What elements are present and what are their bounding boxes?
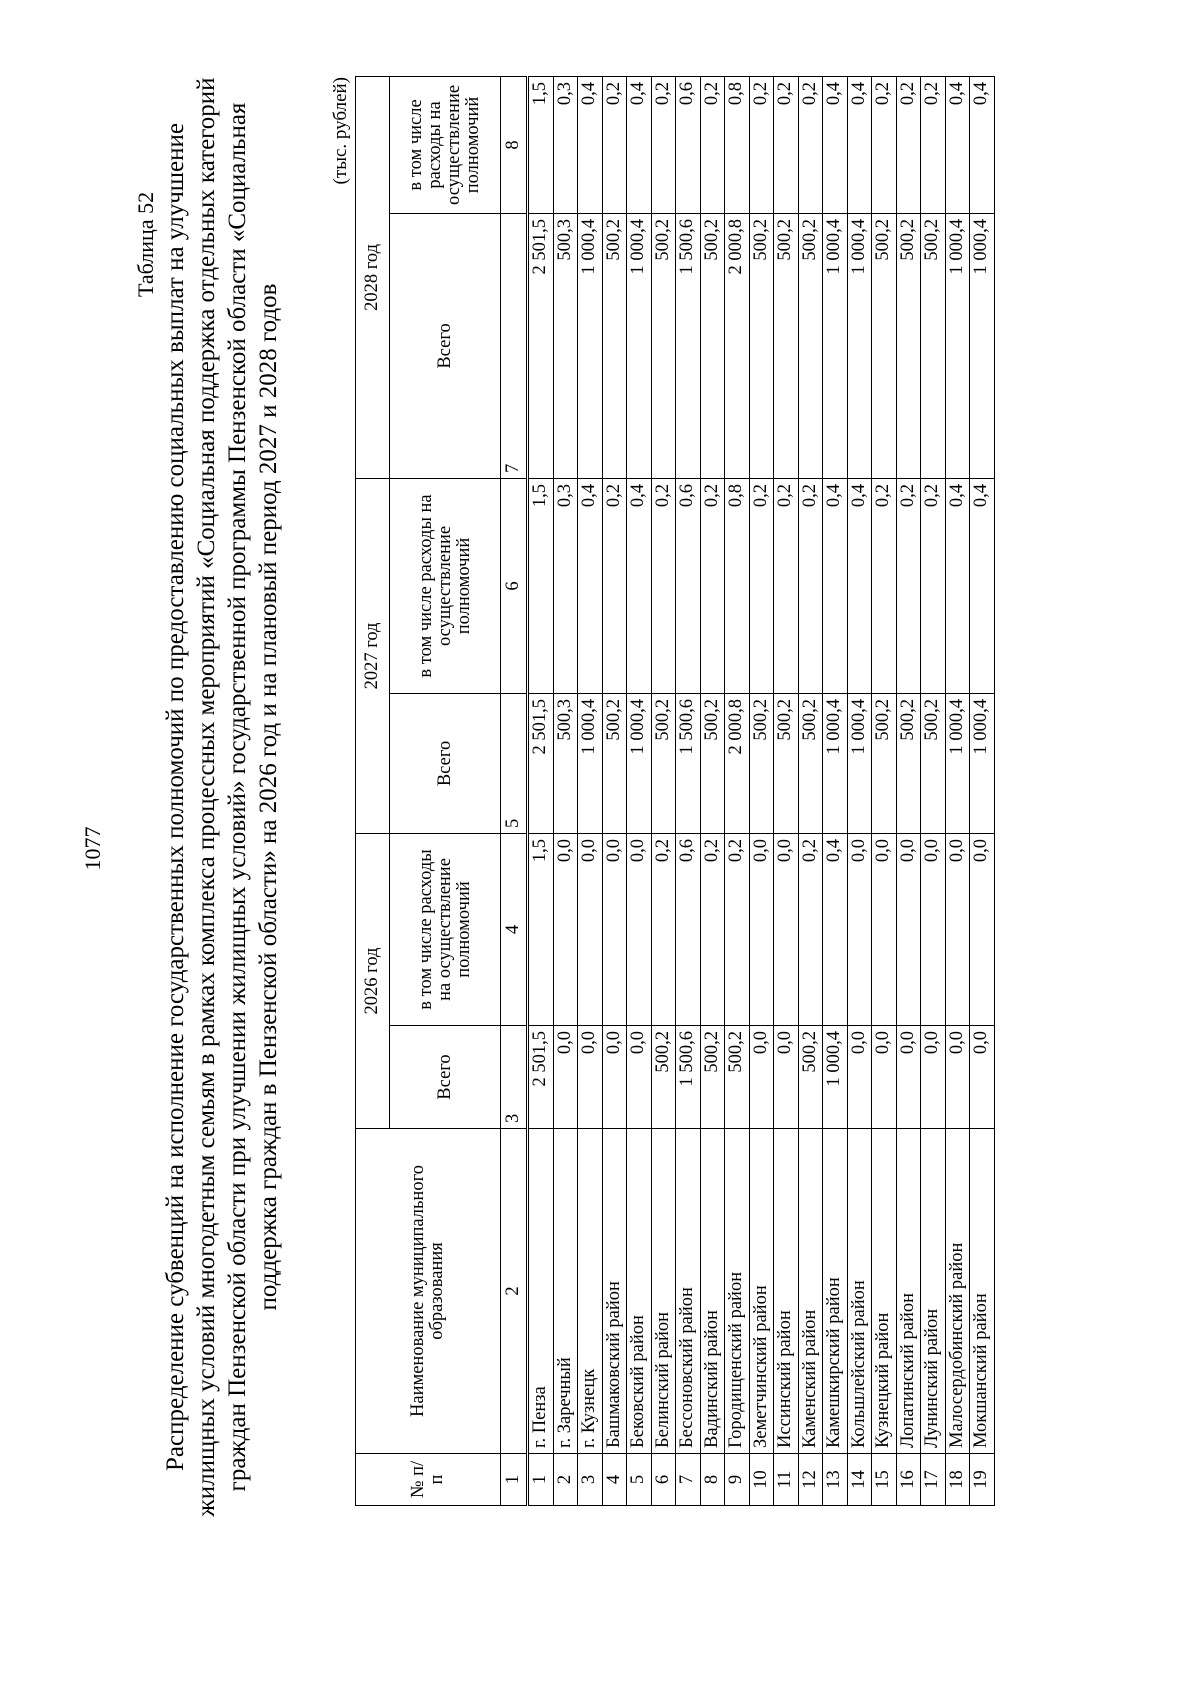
row-number-cell: 7 [676,1454,701,1506]
row-number-cell: 4 [602,1454,627,1506]
total-2026-cell: 500,2 [798,1026,823,1129]
total-2028-cell: 2 501,5 [528,213,554,478]
header-year-2026: 2026 год [356,833,390,1128]
powers-2027-cell: 0,2 [798,478,823,693]
page-number: 1077 [80,826,105,871]
municipality-name-cell: Бессоновский район [676,1129,701,1454]
total-2026-cell: 0,0 [945,1026,970,1129]
total-2026-cell: 0,0 [602,1026,627,1129]
powers-2028-cell: 0,2 [700,76,725,213]
municipality-name-cell: Городищенский район [725,1129,750,1454]
total-2026-cell: 0,0 [847,1026,872,1129]
powers-2028-cell: 0,8 [725,76,750,213]
powers-2027-cell: 1,5 [528,478,554,693]
total-2028-cell: 1 000,4 [970,213,995,478]
total-2027-cell: 1 000,4 [627,693,652,833]
total-2028-cell: 500,2 [774,213,799,478]
total-2027-cell: 1 000,4 [945,693,970,833]
powers-2027-cell: 0,2 [749,478,774,693]
column-number: 4 [501,833,528,1025]
header-incl-2027: в том числе расходы на осуществление полномочий [390,478,501,693]
total-2028-cell: 1 000,4 [578,213,603,478]
municipality-name-cell: г. Заречный [553,1129,578,1454]
table-row [528,76,554,1505]
powers-2027-cell: 0,2 [602,478,627,693]
row-number-cell: 8 [700,1454,725,1506]
total-2026-cell: 1 500,6 [676,1026,701,1129]
row-number-cell: 16 [896,1454,921,1506]
table-row [578,76,603,1505]
municipality-name-cell: Вадинский район [700,1129,725,1454]
table-row [921,76,946,1505]
row-number-cell: 10 [749,1454,774,1506]
table-row [553,76,578,1505]
powers-2027-cell: 0,4 [627,478,652,693]
total-2027-cell: 1 500,6 [676,693,701,833]
table-row [602,76,627,1505]
column-number: 6 [501,478,528,693]
municipality-name-cell: Кузнецкий район [872,1129,897,1454]
total-2026-cell: 0,0 [872,1026,897,1129]
total-2028-cell: 500,2 [872,213,897,478]
header-total-2028: Всего [390,213,501,478]
row-number-cell: 19 [970,1454,995,1506]
powers-2028-cell: 0,2 [872,76,897,213]
municipality-name-cell: Белинский район [651,1129,676,1454]
powers-2028-cell: 0,4 [945,76,970,213]
total-2027-cell: 500,2 [921,693,946,833]
header-incl-2028: в том числе расходы на осуществление полномочий [390,76,501,213]
municipality-name-cell: г. Пенза [528,1129,554,1454]
row-number-cell: 11 [774,1454,799,1506]
total-2027-cell: 500,2 [651,693,676,833]
total-2027-cell: 1 000,4 [578,693,603,833]
powers-2026-cell: 0,0 [921,833,946,1025]
total-2026-cell: 0,0 [921,1026,946,1129]
powers-2027-cell: 0,2 [651,478,676,693]
row-number-cell: 1 [528,1454,554,1506]
total-2027-cell: 500,2 [749,693,774,833]
total-2026-cell: 0,0 [774,1026,799,1129]
powers-2028-cell: 0,2 [749,76,774,213]
powers-2026-cell: 0,0 [970,833,995,1025]
total-2028-cell: 500,3 [553,213,578,478]
powers-2028-cell: 0,4 [823,76,848,213]
powers-2028-cell: 0,4 [970,76,995,213]
total-2028-cell: 1 000,4 [627,213,652,478]
powers-2027-cell: 0,2 [872,478,897,693]
table-row [945,76,970,1505]
total-2026-cell: 0,0 [627,1026,652,1129]
powers-2028-cell: 0,2 [602,76,627,213]
table-row [725,76,750,1505]
powers-2027-cell: 0,8 [725,478,750,693]
row-number-cell: 18 [945,1454,970,1506]
table-row [798,76,823,1505]
total-2027-cell: 2 000,8 [725,693,750,833]
total-2026-cell: 500,2 [725,1026,750,1129]
total-2027-cell: 500,2 [774,693,799,833]
municipality-name-cell: г. Кузнецк [578,1129,603,1454]
column-number: 1 [501,1454,528,1506]
column-number: 5 [501,693,528,833]
powers-2028-cell: 0,4 [627,76,652,213]
powers-2026-cell: 0,2 [798,833,823,1025]
column-number: 3 [501,1026,528,1129]
powers-2028-cell: 0,2 [774,76,799,213]
total-2028-cell: 1 000,4 [847,213,872,478]
header-year-2027: 2027 год [356,478,390,833]
municipality-name-cell: Камешкирский район [823,1129,848,1454]
total-2028-cell: 500,2 [651,213,676,478]
header-total-2027: Всего [390,693,501,833]
total-2028-cell: 2 000,8 [725,213,750,478]
table-row [823,76,848,1505]
table-row [627,76,652,1505]
powers-2026-cell: 0,0 [896,833,921,1025]
row-number-cell: 9 [725,1454,750,1506]
powers-2027-cell: 0,4 [970,478,995,693]
powers-2026-cell: 0,0 [872,833,897,1025]
powers-2026-cell: 0,2 [725,833,750,1025]
powers-2026-cell: 0,0 [749,833,774,1025]
table-row [872,76,897,1505]
total-2028-cell: 1 500,6 [676,213,701,478]
powers-2028-cell: 0,3 [553,76,578,213]
municipality-name-cell: Лунинский район [921,1129,946,1454]
powers-2026-cell: 0,0 [945,833,970,1025]
municipality-name-cell: Земетчинский район [749,1129,774,1454]
powers-2027-cell: 0,4 [945,478,970,693]
total-2026-cell: 2 501,5 [528,1026,554,1129]
powers-2027-cell: 0,2 [921,478,946,693]
table-row [896,76,921,1505]
table-row [774,76,799,1505]
row-number-cell: 2 [553,1454,578,1506]
powers-2027-cell: 0,6 [676,478,701,693]
column-number: 8 [501,76,528,213]
total-2027-cell: 500,2 [872,693,897,833]
powers-2026-cell: 0,6 [676,833,701,1025]
total-2026-cell: 0,0 [578,1026,603,1129]
powers-2027-cell: 0,4 [847,478,872,693]
powers-2026-cell: 0,0 [553,833,578,1025]
total-2027-cell: 1 000,4 [847,693,872,833]
row-number-cell: 6 [651,1454,676,1506]
powers-2026-cell: 0,0 [774,833,799,1025]
municipality-name-cell: Бековский район [627,1129,652,1454]
table-row [651,76,676,1505]
powers-2027-cell: 0,2 [896,478,921,693]
subvention-table [355,76,995,1506]
powers-2026-cell: 1,5 [528,833,554,1025]
row-number-cell: 5 [627,1454,652,1506]
row-number-cell: 14 [847,1454,872,1506]
header-name: Наименование муниципального образования [356,1129,501,1454]
total-2027-cell: 500,2 [700,693,725,833]
total-2026-cell: 500,2 [700,1026,725,1129]
powers-2028-cell: 0,2 [896,76,921,213]
row-number-cell: 3 [578,1454,603,1506]
row-number-cell: 13 [823,1454,848,1506]
table-label: Таблица 52 [133,191,158,297]
total-2028-cell: 500,2 [602,213,627,478]
powers-2027-cell: 0,4 [823,478,848,693]
total-2028-cell: 500,2 [749,213,774,478]
total-2028-cell: 500,2 [798,213,823,478]
total-2026-cell: 500,2 [651,1026,676,1129]
header-no: № п/п [356,1454,501,1506]
powers-2027-cell: 0,4 [578,478,603,693]
powers-2028-cell: 0,6 [676,76,701,213]
total-2028-cell: 500,2 [896,213,921,478]
row-number-cell: 15 [872,1454,897,1506]
powers-2026-cell: 0,0 [578,833,603,1025]
powers-2028-cell: 0,2 [798,76,823,213]
table-row [700,76,725,1505]
table-row [847,76,872,1505]
powers-2028-cell: 0,4 [847,76,872,213]
header-incl-2026: в том числе расходы на осуществление полномочий [390,833,501,1025]
municipality-name-cell: Лопатинский район [896,1129,921,1454]
header-year-2028: 2028 год [356,76,390,478]
powers-2026-cell: 0,0 [602,833,627,1025]
total-2027-cell: 1 000,4 [970,693,995,833]
total-2027-cell: 2 501,5 [528,693,554,833]
powers-2026-cell: 0,2 [700,833,725,1025]
powers-2026-cell: 0,4 [823,833,848,1025]
municipality-name-cell: Каменский район [798,1129,823,1454]
powers-2026-cell: 0,0 [627,833,652,1025]
municipality-name-cell: Иссинский район [774,1129,799,1454]
total-2028-cell: 500,2 [700,213,725,478]
powers-2028-cell: 0,4 [578,76,603,213]
total-2026-cell: 0,0 [970,1026,995,1129]
column-number: 7 [501,213,528,478]
powers-2027-cell: 0,2 [700,478,725,693]
total-2026-cell: 0,0 [553,1026,578,1129]
total-2027-cell: 500,2 [602,693,627,833]
row-number-cell: 17 [921,1454,946,1506]
column-number: 2 [501,1129,528,1454]
municipality-name-cell: Кольшлейский район [847,1129,872,1454]
total-2027-cell: 500,3 [553,693,578,833]
total-2027-cell: 500,2 [896,693,921,833]
municipality-name-cell: Башмаковский район [602,1129,627,1454]
total-2027-cell: 1 000,4 [823,693,848,833]
table-row [676,76,701,1505]
powers-2028-cell: 0,2 [651,76,676,213]
total-2027-cell: 500,2 [798,693,823,833]
row-number-cell: 12 [798,1454,823,1506]
table-body [528,76,995,1505]
total-2028-cell: 500,2 [921,213,946,478]
table-row [749,76,774,1505]
municipality-name-cell: Малосердобинский район [945,1129,970,1454]
header-total-2026: Всего [390,1026,501,1129]
powers-2027-cell: 0,3 [553,478,578,693]
units-note: (тыс. рублей) [330,77,351,185]
total-2026-cell: 0,0 [896,1026,921,1129]
powers-2026-cell: 0,2 [651,833,676,1025]
powers-2028-cell: 0,2 [921,76,946,213]
powers-2026-cell: 0,0 [847,833,872,1025]
municipality-name-cell: Мокшанский район [970,1129,995,1454]
total-2028-cell: 1 000,4 [945,213,970,478]
powers-2027-cell: 0,2 [774,478,799,693]
document-title: Распределение субвенций на исполнение государственных полномочий по предоставлению социальных выплат на улучшение жилищных условий многодетным семьям в рамках комплекса процессных мероприятий «Социальная поддержка отдельных категорий граждан Пензенской области при улучшении жилищных условий» государственной программы Пензенской области «Социальная поддержка граждан в Пензенской области» на 2026 год и на плановый период 2027 и 2028 годов [162,77,282,1517]
table-row [970,76,995,1505]
total-2028-cell: 1 000,4 [823,213,848,478]
total-2026-cell: 1 000,4 [823,1026,848,1129]
powers-2028-cell: 1,5 [528,76,554,213]
total-2026-cell: 0,0 [749,1026,774,1129]
